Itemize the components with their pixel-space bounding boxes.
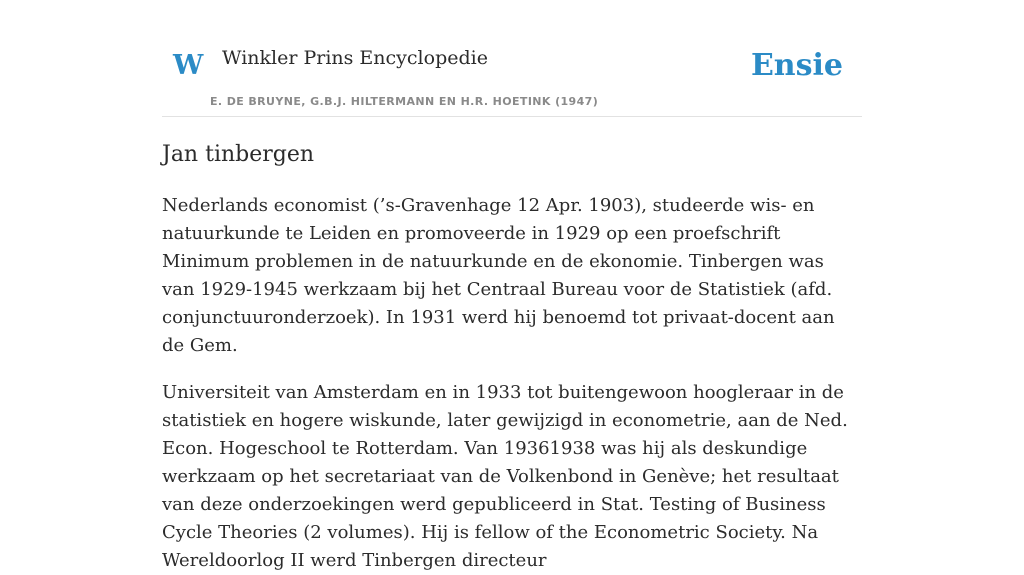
article — [162, 138, 862, 575]
site-header — [162, 0, 862, 117]
site-logo[interactable]: W — [173, 50, 204, 81]
encyclopedia-title[interactable]: Winkler Prins Encyclopedie — [222, 47, 488, 69]
article-paragraph: Universiteit van Amsterdam en in 1933 tot buitengewoon hoogleraar in de statistiek en hogere wiskunde, later gewijzigd in econometrie, aan de Ned. Econ. Hogeschool te Rotterdam. Van 19361938 was hij als deskundige werkzaam op het secretariaat van de Volkenbond in Genève; het resultaat van deze onderzoekingen werd gepubliceerd in Stat. Testing of Business Cycle Theories (2 volumes). Hij is fellow of the Econometric Society. Na Wereldoorlog II werd Tinbergen directeur — [162, 382, 848, 571]
article-title: Jan tinbergen — [162, 142, 315, 167]
encyclopedia-byline: E. DE BRUYNE, G.B.J. HILTERMANN EN H.R. HOETINK (1947) — [210, 95, 599, 108]
brand-logo[interactable]: Ensie — [750, 48, 843, 83]
article-paragraph: Nederlands economist (’s-Gravenhage 12 Apr. 1903), studeerde wis- en natuurkunde te Leiden en promoveerde in 1929 op een proefschrift Minimum problemen in de natuurkunde en de ekonomie. Tinbergen was van 1929-1945 werkzaam bij het Centraal Bureau voor de Statistiek (afd. conjunctuuronderzoek). In 1931 werd hij benoemd tot privaat-docent aan de Gem. — [162, 195, 835, 356]
